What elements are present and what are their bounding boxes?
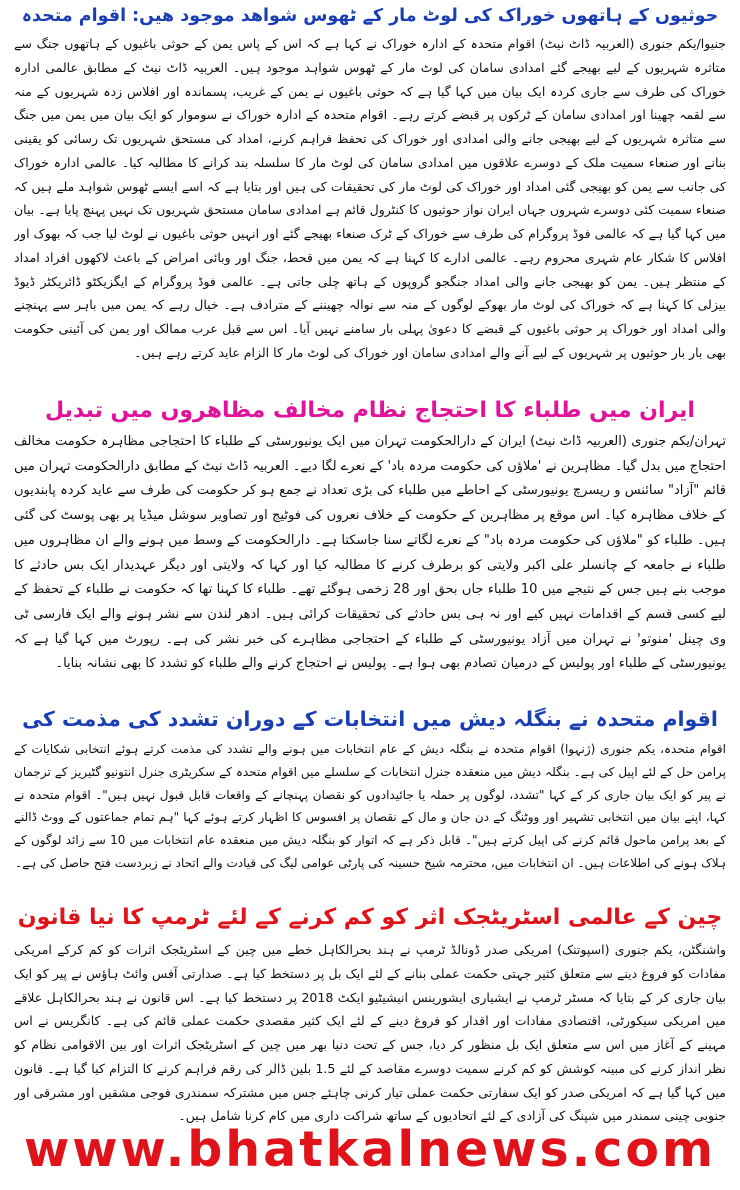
- article-body: تہران/یکم جنوری (العربیہ ڈاٹ نیٹ) ایران کے دارالحکومت تہران میں ایک یونیورسٹی کے طلباء کا احتجاجی مظاہرہ حکومت مخالف احتجاج میں بدل گیا۔ مظاہرین نے 'ملاؤں کی حکومت مردہ باد' کے نعرے لگا دیے۔ العربیہ ڈاٹ نیٹ کے مطابق دارالحکومت تہران میں قائم "آزاد" سائنس و ریسرچ یونیورسٹی کے احاطے میں طلباء کی بڑی تعداد نے جمع ہو کر حکومت کی طرف سے عاید کردہ پابندیوں کے خلاف مظاہرہ کیا۔ اس موقع پر مظاہرین کے حکومت کے خلاف نعروں کی فوٹیج اور تصاویر سوشل میڈیا پر بھی پوسٹ کی گئی ہیں۔ طلباء کو "ملاؤں کی حکومت مردہ باد" کے نعرے لگاتے سنا جاسکتا ہے۔ دارالحکومت کے وسط میں ہونے والے ان مظاہروں میں طلباء نے جامعہ کے چانسلر علی اکبر ولایتی کو برطرف کرنے کا مطالبہ کیا اور کہا کہ ولایتی اور دیگر عہدیدار ایک بس حادثے کا موجب بنے ہیں جس کے نتیجے میں 10 طلباء جاں بحق اور 28 زخمی ہوگئے تھے۔ طلباء کا کہنا تھا کہ حکومت نے طلباء کے تحفظ کے لیے کسی قسم کے اقدامات نہیں کیے اور نہ ہی بس حادثے کی تحقیقات کرائی ہیں۔ ادھر لندن سے نشر ہونے والے ایک فارسی ٹی وی چینل 'منوتو' نے تہران میں آزاد یونیورسٹی کے طلباء کے احتجاجی مظاہرے کی خبر نشر کی ہے۔ رپورٹ میں کہا گیا ہے کہ یونیورسٹی کے طلباء اور پولیس کے درمیان تصادم بھی ہوا ہے۔ پولیس نے احتجاج کرنے والے طلباء کو تشدد کا بھی نشانہ بنایا۔: [14, 434, 726, 672]
- article-iran-student-protest: [14, 392, 726, 695]
- article-bangladesh-election-violence: [14, 700, 726, 898]
- website-url-footer[interactable]: www.bhatkalnews.com: [23, 1121, 717, 1178]
- article-houthi-food-looting: [14, 0, 726, 378]
- article-trump-china-law: [14, 898, 726, 1128]
- article-body: جنیوا/یکم جنوری (العربیہ ڈاٹ نیٹ) اقوام متحدہ کے ادارہ خوراک نے کہا ہے کہ اس کے پاس یمن کے حوثی باغیوں کے ہاتھوں جنگ سے متاثرہ شہریوں کے لیے بھیجے گئے امدادی سامان کی لوٹ مار کے ٹھوس شواہد موجود ہیں۔ العربیہ ڈاٹ نیٹ کے مطابق عالمی ادارہ خوراک کی طرف سے جاری کردہ ایک بیان میں کہا گیا ہے کہ حوثی باغیوں نے یمن کے غریب، پسماندہ اور افلاس زدہ شہریوں کے منہ سے لقمہ چھینا اور امدادی سامان کے ٹرکوں پر قبضے کرتے رہے۔ اقوام متحدہ کے ادارہ خوراک نے سوموار کو ایک بیان میں یمن میں جنگ سے متاثرہ شہریوں کے لیے بھیجی جانے والی امدادی اور خوراک کی تحفظ فراہم کرنے، امداد کی مستحق شہریوں تک رسائی کو یقینی بنانے اور صنعاء سمیت ملک کے دوسرے علاقوں میں امدادی سامان کی لوٹ مار کا سلسلہ بند کرانے کا مطالبہ کیا۔ عالمی ادارہ خوراک کی جانب سے یمن کو بھیجی گئی امداد اور خوراک کی لوٹ مار کی تحقیقات کی ہیں اور بتایا ہے کہ اسے ایسے ٹھوس شواہد ملے ہیں کہ صنعاء سمیت کئی دوسرے شہروں جہاں ایران نواز حوثیوں کا کنٹرول قائم ہے امدادی سامان مستحق شہریوں تک نہیں پہنچ پایا ہے۔ بیان میں کہا گیا ہے کہ عالمی فوڈ پروگرام کی طرف سے خوراک کے ٹرک صنعاء بھیجے گئے اور انہیں حوثی باغیوں نے لوٹ لیا جب کہ بھوک اور افلاس کا شکار عام شہری محروم رہے۔ عالمی ادارے کا کہنا ہے کہ یمن میں قحط، جنگ اور وبائی امراض کے باعث لاکھوں افراد امداد کے منتظر ہیں۔ یمن کو بھیجی جانے والی امداد جنگجو گروپوں کے ہاتھ چلی جاتی ہے۔ عالمی فوڈ پروگرام کے ایگزیکٹو ڈائریکٹر ڈیوڈ بیزلی کا کہنا ہے کہ خوراک کی لوٹ مار بھوکے لوگوں کے منہ سے نوالہ چھیننے کے مترادف ہے۔ خیال رہے کہ یمن میں باہر سے پہنچنے والی امداد اور خوراک پر حوثی باغیوں کے قبضے کا دعویٰ پہلی بار سامنے نہیں آیا۔ اس سے قبل عرب ممالک اور یمن کی آئینی حکومت بھی بار بار حوثیوں پر شہریوں کے لیے آنے والے امدادی سامان اور خوراک کی لوٹ مار کا الزام عاید کرتے رہے ہیں۔: [14, 36, 726, 360]
- article-headline: چین کے عالمی اسٹریٹجک اثر کو کم کرنے کے لئے ٹرمپ کا نیا قانون: [17, 905, 723, 930]
- article-headline: اقوام متحدہ نے بنگلہ دیش میں انتخابات کے دوران تشدد کی مذمت کی: [22, 707, 718, 731]
- article-headline: ایران میں طلباء کا احتجاج نظام مخالف مظاھروں میں تبدیل: [45, 398, 695, 423]
- article-body: واشنگٹن، یکم جنوری (اسپوتنک) امریکی صدر ڈونالڈ ٹرمپ نے ہند بحرالکاہل خطے میں چین کے اسٹریٹجک اثرات کو کم کرکے امریکی مفادات کو فروغ دینے سے متعلق کثیر جہتی حکمت عملی بنانے کے لئے ایک بل پر دستخط کیا ہے۔ صدارتی آفس وائٹ ہاؤس نے پیر کو ایک بیان جاری کر کے بتایا کہ مسٹر ٹرمپ نے ایشیاری ایشورینس انیشیٹیو ایکٹ 2018 پر دستخط کیا ہے۔ اس قانون نے ہند بحرالکاہل علاقے میں امریکی سیکورٹی، اقتصادی مفادات اور اقدار کو فروغ دینے کے لئے ایک کثیر مقصدی حکمت عملی قائم کی ہے۔ کانگریس نے اس مہینے کے آغاز میں اس سے متعلق ایک بل منظور کر دیا، جس کے تحت دنیا بھر میں چین کے اسٹریٹجک اثرات اور بین الاقوامی نظام کو نظر انداز کرنے کی مبینہ کوشش کو کم کرنے سمیت دوسرے مقاصد کے لئے 1.5 بلین ڈالر کی رقم فراہم کرنے کا التزام کیا گیا ہے۔ قانون میں کہا گیا ہے کہ امریکی صدر کو ایک سفارتی حکمت عملی تیار کرنی چاہئے جس میں مشترکہ سمندری فوجی مشقیں اور مشرقی اور جنوبی چینی سمندر میں شپنگ کی آزادی کے لئے اتحادیوں کے ساتھ شراکت داری میں کام کرنا شامل ہیں۔: [14, 942, 726, 1124]
- article-headline: حوثیوں کے ہاتھوں خوراک کی لوٹ مار کے ٹھوس شواھد موجود ھیں: اقوام متحدہ: [21, 6, 719, 26]
- article-body: اقوام متحدہ، یکم جنوری (ژنہوا) اقوام متحدہ نے بنگلہ دیش کے عام انتخابات میں ہونے والے تشدد کی مذمت کرتے ہوئے انتخابی شکایات کے پرامن حل کے لئے اپیل کی ہے۔ بنگلہ دیش میں منعقدہ جنرل انتخابات کے سلسلے میں اقوام متحدہ کے سکریٹری جنرل انتونیو گٹیریز کے ترجمان نے پیر کو ایک بیان جاری کر کے کہا "تشدد، لوگوں پر حملہ یا جائیدادوں کو نقصان پہنچانے کے واقعات قابل قبول نہیں ہیں"۔ اقوام متحدہ نے کہا، اپنے بیان میں انتخابی تشہیر اور ووٹنگ کے دن جان و مال کے نقصان پر افسوس کا اظہار کرتے ہوئے کہا "ہم تمام جماعتوں کے ووٹ ڈالنے کے بعد پرامن ماحول قائم کرنے کی اپیل کرتے ہیں"۔ قابل ذکر ہے کہ اتوار کو بنگلہ دیش میں منعقدہ عام انتخابات میں 10 سے زائد لوگوں کے ہلاک ہونے کی اطلاعات ہیں۔ ان انتخابات میں، محترمہ شیخ حسینہ کی پارٹی عوامی لیگ کی قیادت والے اتحاد نے زبردست فتح حاصل کی ہے۔: [14, 742, 726, 870]
